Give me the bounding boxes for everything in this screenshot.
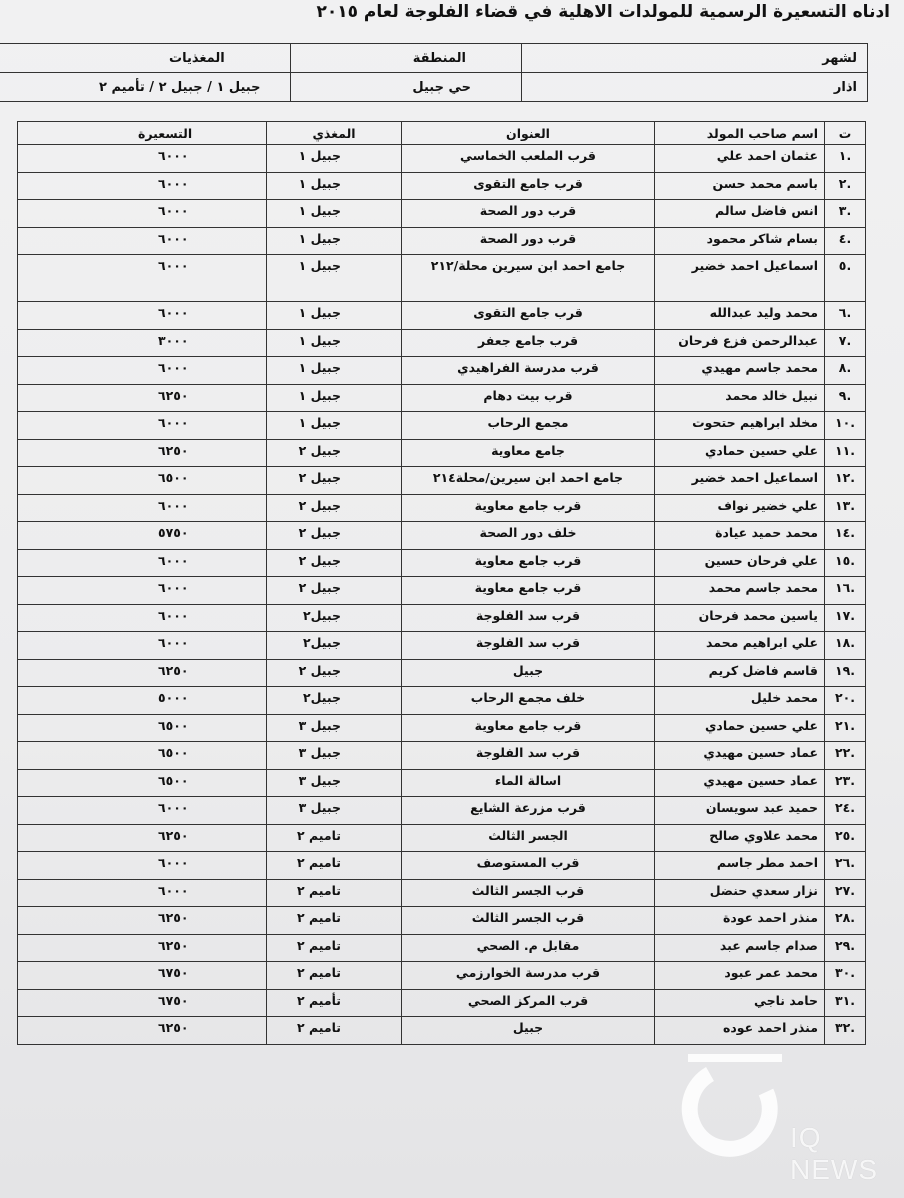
row-number-cell: .٣٠ bbox=[825, 962, 866, 990]
area-value: حي جبيل bbox=[291, 73, 522, 102]
feeder-cell: تاميم ٢ bbox=[267, 879, 402, 907]
price-cell: ٦٠٠٠ bbox=[18, 494, 267, 522]
feeder-cell: جبيل ٢ bbox=[267, 549, 402, 577]
price-cell: ٦٢٥٠ bbox=[18, 659, 267, 687]
area-label: المنطقة bbox=[291, 44, 522, 73]
owner-name-cell: اسماعيل احمد خضير bbox=[655, 255, 825, 302]
price-cell: ٦٠٠٠ bbox=[18, 412, 267, 440]
owner-name-cell: محمد جاسم محمد bbox=[655, 577, 825, 605]
table-row bbox=[18, 632, 866, 660]
col-header-owner: اسم صاحب المولد bbox=[655, 122, 825, 145]
price-cell: ٦٥٠٠ bbox=[18, 742, 267, 770]
owner-name-cell: ياسين محمد فرحان bbox=[655, 604, 825, 632]
feeder-cell: جبيل ١ bbox=[267, 145, 402, 173]
table-row bbox=[18, 227, 866, 255]
address-cell: قرب جامع معاوية bbox=[402, 549, 655, 577]
col-header-price: التسعيرة bbox=[18, 122, 267, 145]
row-number-cell: .٢٤ bbox=[825, 797, 866, 825]
row-number-cell: .٢٧ bbox=[825, 879, 866, 907]
address-cell: قرب الملعب الخماسي bbox=[402, 145, 655, 173]
owner-name-cell: نبيل خالد محمد bbox=[655, 384, 825, 412]
feeder-cell: تاميم ٢ bbox=[267, 824, 402, 852]
row-number-cell: .١٢ bbox=[825, 467, 866, 495]
price-cell: ٦٠٠٠ bbox=[18, 797, 267, 825]
price-cell: ٦٠٠٠ bbox=[18, 227, 267, 255]
table-row bbox=[18, 302, 866, 330]
address-cell: قرب المستوصف bbox=[402, 852, 655, 880]
row-number-cell: .٣ bbox=[825, 200, 866, 228]
row-number-cell: .٣٢ bbox=[825, 1017, 866, 1045]
table-row bbox=[18, 879, 866, 907]
table-row bbox=[18, 172, 866, 200]
price-cell: ٦٠٠٠ bbox=[18, 577, 267, 605]
month-label: لشهر bbox=[522, 44, 868, 73]
price-cell: ٦٠٠٠ bbox=[18, 200, 267, 228]
row-number-cell: .١٦ bbox=[825, 577, 866, 605]
table-row bbox=[18, 412, 866, 440]
table-row bbox=[18, 824, 866, 852]
address-cell: جامع احمد ابن سيرين محلة/٢١٢ bbox=[402, 255, 655, 302]
row-number-cell: .١٩ bbox=[825, 659, 866, 687]
table-row bbox=[18, 687, 866, 715]
owner-name-cell: اسماعيل احمد خضير bbox=[655, 467, 825, 495]
price-cell: ٦٥٠٠ bbox=[18, 467, 267, 495]
address-cell: قرب مدرسة الفراهيدي bbox=[402, 357, 655, 385]
feeder-cell: جبيل ٢ bbox=[267, 577, 402, 605]
table-row bbox=[18, 989, 866, 1017]
row-number-cell: .١٧ bbox=[825, 604, 866, 632]
generators-table bbox=[17, 121, 866, 1045]
owner-name-cell: قاسم فاضل كريم bbox=[655, 659, 825, 687]
table-row bbox=[18, 907, 866, 935]
table-row bbox=[18, 255, 866, 302]
address-cell: خلف دور الصحة bbox=[402, 522, 655, 550]
owner-name-cell: انس فاضل سالم bbox=[655, 200, 825, 228]
feeder-cell: جبيل ٢ bbox=[267, 522, 402, 550]
feeder-cell: جبيل٢ bbox=[267, 604, 402, 632]
address-cell: قرب جامع معاوية bbox=[402, 714, 655, 742]
price-cell: ٥٧٥٠ bbox=[18, 522, 267, 550]
feeder-cell: جبيل ١ bbox=[267, 255, 402, 302]
price-cell: ٦٠٠٠ bbox=[18, 852, 267, 880]
table-row bbox=[18, 797, 866, 825]
address-cell: قرب جامع التقوى bbox=[402, 172, 655, 200]
row-number-cell: .٢٢ bbox=[825, 742, 866, 770]
feeder-cell: تأميم ٢ bbox=[267, 989, 402, 1017]
feeder-cell: تاميم ٢ bbox=[267, 962, 402, 990]
owner-name-cell: منذر احمد عودة bbox=[655, 907, 825, 935]
feeder-cell: جبيل ١ bbox=[267, 357, 402, 385]
price-cell: ٦٢٥٠ bbox=[18, 439, 267, 467]
price-cell: ٦٠٠٠ bbox=[18, 879, 267, 907]
price-cell: ٥٠٠٠ bbox=[18, 687, 267, 715]
row-number-cell: .١٠ bbox=[825, 412, 866, 440]
price-cell: ٦٢٥٠ bbox=[18, 934, 267, 962]
table-row bbox=[18, 200, 866, 228]
feeder-cell: جبيل ٣ bbox=[267, 742, 402, 770]
address-cell: قرب سد الفلوجة bbox=[402, 632, 655, 660]
feeders-value: جبيل ١ / جبيل ٢ / تأميم ٢ bbox=[0, 73, 291, 102]
iq-news-logo-icon bbox=[680, 1052, 790, 1162]
table-row bbox=[18, 742, 866, 770]
row-number-cell: .٢٠ bbox=[825, 687, 866, 715]
feeder-cell: جبيل ١ bbox=[267, 172, 402, 200]
address-cell: اسالة الماء bbox=[402, 769, 655, 797]
table-row bbox=[18, 714, 866, 742]
feeder-cell: جبيل ١ bbox=[267, 412, 402, 440]
row-number-cell: .١٣ bbox=[825, 494, 866, 522]
watermark-text: IQ NEWS bbox=[790, 1122, 878, 1185]
col-header-feeder: المغذي bbox=[267, 122, 402, 145]
owner-name-cell: عبدالرحمن فزع فرحان bbox=[655, 329, 825, 357]
price-cell: ٦٥٠٠ bbox=[18, 769, 267, 797]
owner-name-cell: علي ابراهيم محمد bbox=[655, 632, 825, 660]
owner-name-cell: محمد خليل bbox=[655, 687, 825, 715]
table-row bbox=[18, 549, 866, 577]
table-row bbox=[18, 357, 866, 385]
feeder-cell: جبيل ٣ bbox=[267, 769, 402, 797]
address-cell: قرب المركز الصحي bbox=[402, 989, 655, 1017]
price-cell: ٦٠٠٠ bbox=[18, 632, 267, 660]
address-cell: قرب سد الفلوجة bbox=[402, 604, 655, 632]
row-number-cell: .٢ bbox=[825, 172, 866, 200]
feeders-label: المغذيات bbox=[0, 44, 291, 73]
owner-name-cell: صدام جاسم عبد bbox=[655, 934, 825, 962]
table-row bbox=[18, 577, 866, 605]
owner-name-cell: محمد جاسم مهيدي bbox=[655, 357, 825, 385]
feeder-cell: جبيل ٢ bbox=[267, 467, 402, 495]
row-number-cell: .٧ bbox=[825, 329, 866, 357]
col-header-address: العنوان bbox=[402, 122, 655, 145]
address-cell: قرب جامع التقوى bbox=[402, 302, 655, 330]
feeder-cell: تاميم ٢ bbox=[267, 907, 402, 935]
price-cell: ٦٧٥٠ bbox=[18, 962, 267, 990]
table-row bbox=[18, 934, 866, 962]
page-title: ادناه التسعيرة الرسمية للمولدات الاهلية في قضاء الفلوجة لعام ٢٠١٥ bbox=[316, 2, 890, 22]
row-number-cell: .٣١ bbox=[825, 989, 866, 1017]
price-cell: ٦٠٠٠ bbox=[18, 604, 267, 632]
address-cell: مقابل م. الصحي bbox=[402, 934, 655, 962]
feeder-cell: جبيل ٣ bbox=[267, 714, 402, 742]
row-number-cell: .١١ bbox=[825, 439, 866, 467]
row-number-cell: .١٥ bbox=[825, 549, 866, 577]
price-cell: ٦٠٠٠ bbox=[18, 549, 267, 577]
owner-name-cell: حميد عبد سويسان bbox=[655, 797, 825, 825]
table-row bbox=[18, 329, 866, 357]
owner-name-cell: احمد مطر جاسم bbox=[655, 852, 825, 880]
owner-name-cell: حامد ناجي bbox=[655, 989, 825, 1017]
feeder-cell: جبيل ١ bbox=[267, 384, 402, 412]
price-cell: ٦٠٠٠ bbox=[18, 172, 267, 200]
address-cell: خلف مجمع الرحاب bbox=[402, 687, 655, 715]
row-number-cell: .٤ bbox=[825, 227, 866, 255]
address-cell: قرب سد الفلوجة bbox=[402, 742, 655, 770]
row-number-cell: .٢١ bbox=[825, 714, 866, 742]
owner-name-cell: محمد وليد عبدالله bbox=[655, 302, 825, 330]
feeder-cell: جبيل ١ bbox=[267, 329, 402, 357]
row-number-cell: .٥ bbox=[825, 255, 866, 302]
row-number-cell: .٢٥ bbox=[825, 824, 866, 852]
row-number-cell: .١٤ bbox=[825, 522, 866, 550]
address-cell: قرب الجسر الثالث bbox=[402, 907, 655, 935]
address-cell: جامع معاوية bbox=[402, 439, 655, 467]
feeder-cell: تاميم ٢ bbox=[267, 934, 402, 962]
address-cell: قرب جامع جعفر bbox=[402, 329, 655, 357]
table-row bbox=[18, 852, 866, 880]
address-cell: قرب مزرعة الشايع bbox=[402, 797, 655, 825]
owner-name-cell: عماد حسين مهيدي bbox=[655, 769, 825, 797]
price-cell: ٦٠٠٠ bbox=[18, 302, 267, 330]
price-cell: ٣٠٠٠ bbox=[18, 329, 267, 357]
row-number-cell: .٩ bbox=[825, 384, 866, 412]
table-row bbox=[18, 604, 866, 632]
feeder-cell: جبيل ٢ bbox=[267, 439, 402, 467]
feeder-cell: جبيل ٣ bbox=[267, 797, 402, 825]
header-table bbox=[0, 43, 868, 102]
table-row bbox=[18, 522, 866, 550]
col-header-number: ت bbox=[825, 122, 866, 145]
row-number-cell: .٢٣ bbox=[825, 769, 866, 797]
address-cell: قرب مدرسة الخوارزمي bbox=[402, 962, 655, 990]
address-cell: قرب الجسر الثالث bbox=[402, 879, 655, 907]
owner-name-cell: بسام شاكر محمود bbox=[655, 227, 825, 255]
table-row bbox=[18, 145, 866, 173]
table-row bbox=[18, 1017, 866, 1045]
owner-name-cell: محمد علاوي صالح bbox=[655, 824, 825, 852]
feeder-cell: جبيل٢ bbox=[267, 687, 402, 715]
owner-name-cell: علي حسين حمادي bbox=[655, 714, 825, 742]
address-cell: جبيل bbox=[402, 659, 655, 687]
address-cell: مجمع الرحاب bbox=[402, 412, 655, 440]
table-header-row bbox=[18, 122, 866, 145]
feeder-cell: جبيل ١ bbox=[267, 227, 402, 255]
price-cell: ٦٢٥٠ bbox=[18, 1017, 267, 1045]
owner-name-cell: باسم محمد حسن bbox=[655, 172, 825, 200]
feeder-cell: تاميم ٢ bbox=[267, 852, 402, 880]
row-number-cell: .٦ bbox=[825, 302, 866, 330]
feeder-cell: جبيل ٢ bbox=[267, 659, 402, 687]
address-cell: قرب جامع معاوية bbox=[402, 494, 655, 522]
price-cell: ٦٠٠٠ bbox=[18, 357, 267, 385]
price-cell: ٦٢٥٠ bbox=[18, 907, 267, 935]
owner-name-cell: نزار سعدي حنضل bbox=[655, 879, 825, 907]
owner-name-cell: مخلد ابراهيم حتحوت bbox=[655, 412, 825, 440]
table-row bbox=[18, 439, 866, 467]
row-number-cell: .٢٩ bbox=[825, 934, 866, 962]
feeder-cell: تاميم ٢ bbox=[267, 1017, 402, 1045]
row-number-cell: .١ bbox=[825, 145, 866, 173]
price-cell: ٦٥٠٠ bbox=[18, 714, 267, 742]
owner-name-cell: عثمان احمد علي bbox=[655, 145, 825, 173]
feeder-cell: جبيل ١ bbox=[267, 302, 402, 330]
address-cell: قرب جامع معاوية bbox=[402, 577, 655, 605]
owner-name-cell: علي خضير نواف bbox=[655, 494, 825, 522]
address-cell: الجسر الثالث bbox=[402, 824, 655, 852]
feeder-cell: جبيل ٢ bbox=[267, 494, 402, 522]
owner-name-cell: علي فرحان حسين bbox=[655, 549, 825, 577]
owner-name-cell: محمد حميد عيادة bbox=[655, 522, 825, 550]
address-cell: قرب دور الصحة bbox=[402, 227, 655, 255]
table-row bbox=[18, 659, 866, 687]
address-cell: قرب دور الصحة bbox=[402, 200, 655, 228]
address-cell: جبيل bbox=[402, 1017, 655, 1045]
address-cell: قرب بيت دهام bbox=[402, 384, 655, 412]
row-number-cell: .٢٦ bbox=[825, 852, 866, 880]
table-row bbox=[18, 769, 866, 797]
price-cell: ٦٢٥٠ bbox=[18, 824, 267, 852]
month-value: اذار bbox=[522, 73, 868, 102]
owner-name-cell: علي حسين حمادي bbox=[655, 439, 825, 467]
price-cell: ٦٠٠٠ bbox=[18, 255, 267, 302]
price-cell: ٦٢٥٠ bbox=[18, 384, 267, 412]
row-number-cell: .٢٨ bbox=[825, 907, 866, 935]
price-cell: ٦٠٠٠ bbox=[18, 145, 267, 173]
table-row bbox=[18, 467, 866, 495]
feeder-cell: جبيل٢ bbox=[267, 632, 402, 660]
address-cell: جامع احمد ابن سيرين/محلة٢١٤ bbox=[402, 467, 655, 495]
owner-name-cell: محمد عمر عبود bbox=[655, 962, 825, 990]
price-cell: ٦٧٥٠ bbox=[18, 989, 267, 1017]
owner-name-cell: منذر احمد عوده bbox=[655, 1017, 825, 1045]
feeder-cell: جبيل ١ bbox=[267, 200, 402, 228]
table-row bbox=[18, 384, 866, 412]
row-number-cell: .١٨ bbox=[825, 632, 866, 660]
row-number-cell: .٨ bbox=[825, 357, 866, 385]
table-row bbox=[18, 494, 866, 522]
table-row bbox=[18, 962, 866, 990]
owner-name-cell: عماد حسين مهيدي bbox=[655, 742, 825, 770]
